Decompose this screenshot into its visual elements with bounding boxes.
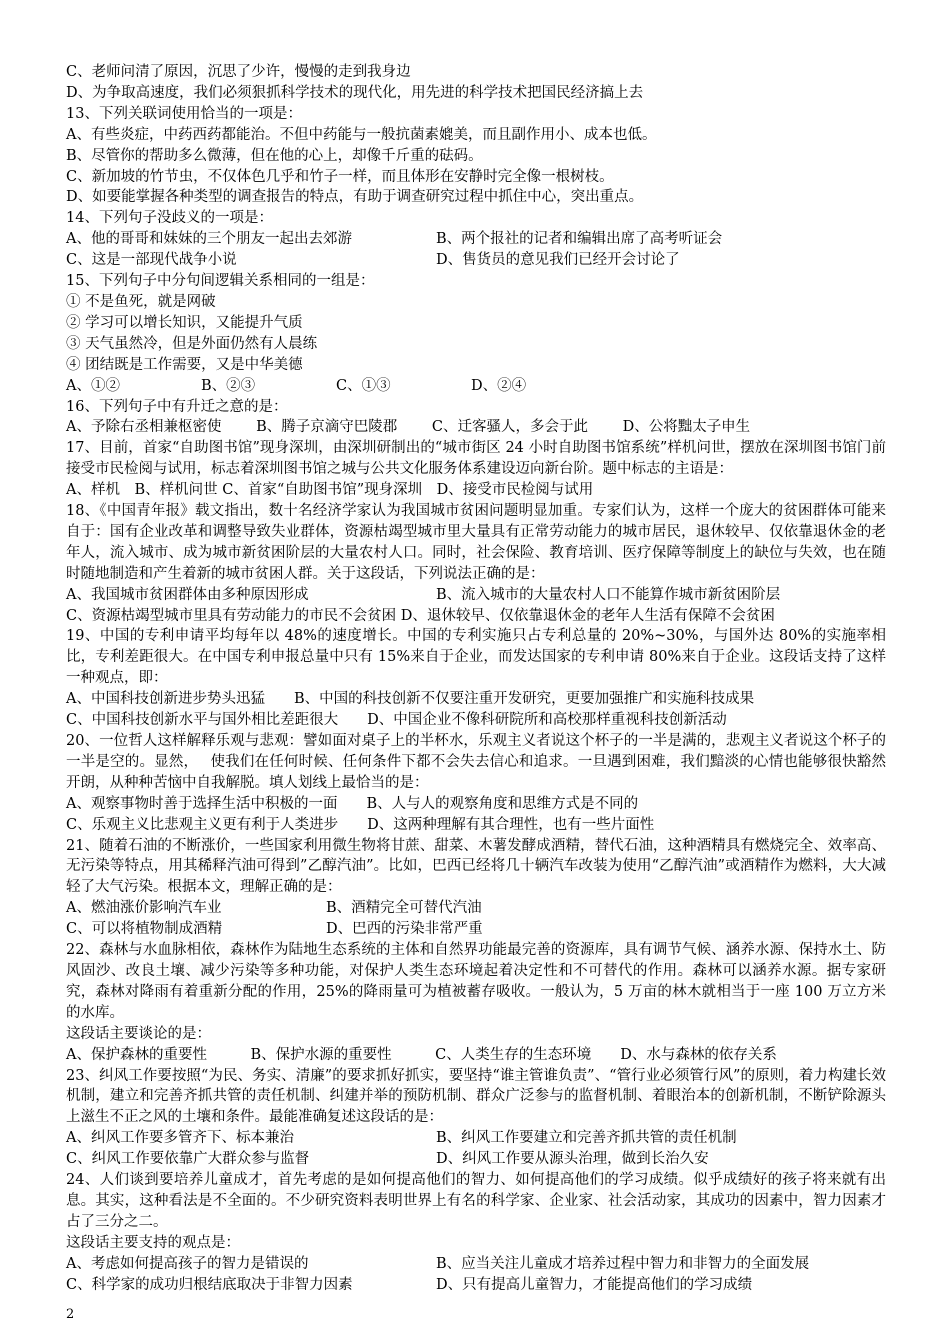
q24-option-a: A、考虑如何提高孩子的智力是错误的 (66, 1255, 309, 1272)
q16-option-a: A、予除右丞相兼枢密使 (66, 419, 222, 436)
q21-options-ab (66, 898, 886, 919)
q14-option-d: D、售货员的意见我们已经开会讨论了 (436, 252, 680, 269)
q14-option-a: A、他的哥哥和妹妹的三个朋友一起出去郊游 (66, 231, 352, 248)
q16-stem: 16、下列句子中有升迁之意的是： (66, 398, 288, 415)
q14-option-c: C、这是一部现代战争小说 (66, 252, 237, 269)
q21-option-a: A、燃油涨价影响汽车业 (66, 900, 222, 917)
q24-sub-stem: 这段话主要支持的观点是： (66, 1234, 240, 1251)
q12-option-d: D、为争取高速度，我们必须狠抓科学技术的现代化，用先进的科学技术把国民经济搞上去 (66, 84, 644, 101)
q23-stem: 23、纠风工作要按照“为民、务实、清廉”的要求抓好抓实，要坚持“谁主管谁负责”、“管行业必须管行风”的原则，着力构建长效机制，建立和完善齐抓共管的责任机制、纠建并举的预防机制、群众广泛参与的监督机制、着眼治本的创新机制，不断铲除源头上滋生不正之风的土壤和条件。最能准确复述这段话的是： (66, 1067, 886, 1126)
q24-option-c: C、科学家的成功归根结底取决于非智力因素 (66, 1276, 353, 1293)
q23-option-d: D、纠风工作要从源头治理，做到长治久安 (436, 1151, 709, 1168)
q18-option-a: A、我国城市贫困群体由多种原因形成 (66, 586, 309, 603)
q15-sentence-3: ③ 天气虽然冷，但是外面仍然有人晨练 (66, 335, 318, 352)
q15-sentence-1: ① 不是鱼死，就是网破 (66, 293, 216, 310)
q14-options-ab (66, 229, 886, 250)
q15-option-c: C、①③ (336, 377, 391, 394)
q20-stem: 20、一位哲人这样解释乐观与悲观：譬如面对桌子上的半杯水，乐观主义者说这个杯子的一半是满的，悲观主义者说这个杯子的一半是空的。显然， 使我们在任何时候、任何条件下都不会失去信心和追求。一旦遇到困难，我们黯淡的心情也能够很快豁然开朗，从种种苦恼中自我解脱。填人划线上最恰当的是： (66, 733, 886, 791)
q22-sub-stem: 这段话主要谈论的是： (66, 1025, 211, 1042)
q12-option-c: C、老师问清了原因，沉思了少许，慢慢的走到我身边 (66, 64, 411, 80)
page-number: 2 (66, 1307, 75, 1322)
q13-option-c: C、新加坡的竹节虫，不仅体色几乎和竹子一样，而且体形在安静时完全像一根树枝。 (66, 168, 614, 185)
q15-stem: 15、下列句子中分句间逻辑关系相同的一组是： (66, 273, 375, 290)
q17-options: A、样机 B、样机问世 C、首家“自助图书馆”现身深圳 D、接受市民检阅与试用 (66, 482, 594, 499)
q20-options-cd: C、乐观主义比悲观主义更有利于人类进步 D、这两种理解有其合理性，也有一些片面性 (66, 816, 655, 833)
q24-options-cd (66, 1275, 886, 1296)
q21-option-c: C、可以将植物制成酒精 (66, 921, 223, 938)
q23-option-b: B、纠风工作要建立和完善齐抓共管的责任机制 (436, 1130, 737, 1147)
q13-option-a: A、有些炎症，中药西药都能治。不但中药能与一般抗菌素媲美，而且副作用小、成本也低。 (66, 126, 657, 143)
q14-options-cd (66, 250, 886, 271)
q13-stem: 13、下列关联词使用恰当的一项是： (66, 105, 302, 122)
q16-options (66, 417, 886, 438)
q22-options: A、保护森林的重要性 B、保护水源的重要性 C、人类生存的生态环境 D、水与森林的依存关系 (66, 1046, 777, 1063)
q23-options-cd (66, 1149, 886, 1170)
q24-options-ab (66, 1254, 886, 1275)
q15-sentence-2: ② 学习可以增长知识，又能提升气质 (66, 314, 303, 331)
q23-option-c: C、纠风工作要依靠广大群众参与监督 (66, 1151, 310, 1168)
q16-option-b: B、腾子京滴守巴陵郡 (256, 419, 398, 436)
q15-options (66, 376, 886, 397)
q24-option-b: B、应当关注儿童成才培养过程中智力和非智力的全面发展 (436, 1255, 810, 1272)
q22-stem: 22、森林与水血脉相依，森林作为陆地生态系统的主体和自然界功能最完善的资源库，具有调节气候、涵养水源、保持水土、防风固沙、改良土壤、减少污染等多种功能，对保护人类生态环境起着决定性和不可替代的作用。森林可以涵养水源。据专家研究，森林对降雨有着重新分配的作用，25%的降雨量可为植被蓄存吸收。一般认为，5 万亩的林木就相当于一座 100 万立方米的水库。 (66, 942, 886, 1021)
q21-options-cd (66, 919, 886, 940)
q17-stem: 17、目前，首家“自助图书馆”现身深圳，由深圳研制出的“城市街区 24 小时自助图书馆系统”样机问世，摆放在深圳图书馆门前接受市民检阅与试用，标志着深圳图书馆之城与公共文化服务体系建设迈向新台阶。题中标志的主语是： (66, 440, 886, 478)
q14-stem: 14、下列句子没歧义的一项是： (66, 210, 273, 227)
q24-option-d: D、只有提高儿童智力，才能提高他们的学习成绩 (436, 1276, 753, 1293)
q15-sentence-4: ④ 团结既是工作需要，又是中华美德 (66, 356, 303, 373)
q15-option-b: B、②③ (201, 377, 256, 394)
q23-option-a: A、纠风工作要多管齐下、标本兼治 (66, 1130, 294, 1147)
q13-option-d: D、如要能掌握各种类型的调查报告的特点，有助于调查研究过程中抓住中心，突出重点。 (66, 189, 644, 206)
q23-options-ab (66, 1128, 886, 1149)
q18-option-b: B、流入城市的大量农村人口不能算作城市新贫困阶层 (436, 586, 781, 603)
q21-stem: 21、随着石油的不断涨价，一些国家利用微生物将甘蔗、甜菜、木薯发酵成酒精，替代石油，这种酒精具有燃烧完全、效率高、无污染等特点，用其稀释汽油可得到”乙醇汽油”。比如，巴西已经将几十辆汽车改装为使用“乙醇汽油”或酒精作为燃料，大大减轻了大气污染。根据本文，理解正确的是： (66, 837, 886, 896)
q21-option-b: B、酒精完全可替代汽油 (326, 900, 482, 917)
q19-stem: 19、中国的专利申请平均每年以 48%的速度增长。中国的专利实施只占专利总量的 20%~30%，与国外达 80%的实施率相比，专利差距很大。在中国专利申报总量中只有 15%来自于企业，而发达国家的专利申请 80%来自于企业。这段话支持了这样一种观点，即： (66, 628, 886, 687)
q19-options-ab: A、中国科技创新进步势头迅猛 B、中国的科技创新不仅要注重开发研究，更要加强推广和实施科技成果 (66, 691, 755, 708)
exam-page (66, 62, 886, 1295)
q18-stem: 18、《中国青年报》载文指出，数十名经济学家认为我国城市贫困问题明显加重。专家们认为，这样一个庞大的贫困群体可能来自于：国有企业改革和调整导致失业群体，资源枯竭型城市里大量具有正常劳动能力的城市居民，退休较早、仅依靠退休金的老年人，流入城市、成为城市新贫困阶层的大量农村人口。同时，社会保险、教育培训、医疗保障等制度上的缺位与失效，也在随时随地制造和产生着新的城市贫困人群。关于这段话，下列说法正确的是： (66, 503, 886, 582)
q21-option-d: D、巴西的污染非常严重 (326, 921, 483, 938)
q14-option-b: B、两个报社的记者和编辑出席了高考听证会 (436, 231, 723, 248)
q18-options-ab (66, 585, 886, 606)
q20-options-ab: A、观察事物时善于选择生活中积极的一面 B、人与人的观察角度和思维方式是不同的 (66, 795, 639, 812)
q16-option-c: C、迁客骚人，多会于此 (431, 419, 588, 436)
q15-option-a: A、①② (66, 377, 120, 394)
q13-option-b: B、尽管你的帮助多么微薄，但在他的心上，却像千斤重的砝码。 (66, 147, 483, 164)
q15-option-d: D、②④ (471, 377, 527, 394)
q18-options-cd: C、资源枯竭型城市里具有劳动能力的市民不会贫困 D、退休较早、仅依靠退休金的老年人生活有保障不会贫困 (66, 607, 775, 624)
q24-stem: 24、人们谈到要培养儿童成才，首先考虑的是如何提高他们的智力、如何提高他们的学习成绩。似乎成绩好的孩子将来就有出息。其实，这种看法是不全面的。不少研究资料表明世界上有名的科学家、企业家、社会活动家，其成功的因素中，智力因素才占了三分之二。 (66, 1172, 886, 1230)
q16-option-d: D、公将黜太子申生 (622, 419, 751, 436)
q19-options-cd: C、中国科技创新水平与国外相比差距很大 D、中国企业不像科研院所和高校那样重视科技创新活动 (66, 712, 727, 729)
